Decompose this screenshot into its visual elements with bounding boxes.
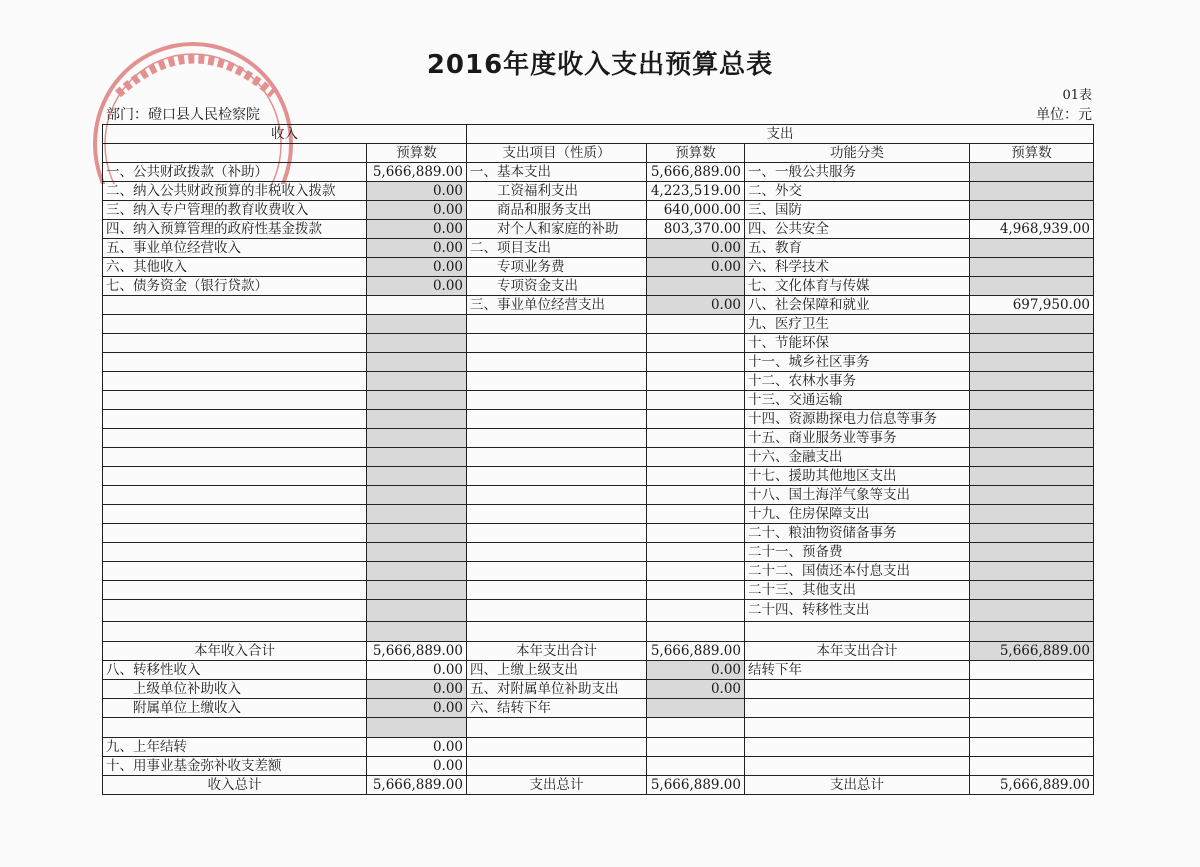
- table-cell-d: [647, 334, 745, 353]
- page-title: 2016年度收入支出预算总表: [426, 50, 774, 80]
- table-cell-e: 六、科学技术: [745, 258, 970, 277]
- table-cell-b: 0.00: [367, 277, 467, 296]
- table-cell-b: [367, 391, 467, 410]
- table-cell-b: [367, 467, 467, 486]
- table-cell-c: 专项业务费: [467, 258, 647, 277]
- table-cell-f: [970, 505, 1094, 524]
- table-cell-b: 0.00: [367, 239, 467, 258]
- table-cell-b: 0.00: [367, 201, 467, 220]
- table-cell-c: 商品和服务支出: [467, 201, 647, 220]
- table-cell-f: [970, 410, 1094, 429]
- table-cell-f: [970, 543, 1094, 562]
- table-cell-e: 二十、粮油物资储备事务: [745, 524, 970, 543]
- table-cell-f: [970, 353, 1094, 372]
- table-cell-c: 五、对附属单位补助支出: [467, 680, 647, 699]
- table-cell-f: [970, 581, 1094, 600]
- table-cell-a: 三、纳入专户管理的教育收费收入: [103, 201, 367, 220]
- table-cell-e: 十五、商业服务业等事务: [745, 429, 970, 448]
- table-cell-d: [647, 738, 745, 757]
- table-cell-f: [970, 600, 1094, 622]
- table-row: [103, 600, 1094, 622]
- table-cell-c: [467, 524, 647, 543]
- table-cell-e: 十二、农林水事务: [745, 372, 970, 391]
- table-cell-a: [103, 467, 367, 486]
- table-cell-a: [103, 410, 367, 429]
- table-cell-d: [647, 699, 745, 718]
- table-cell-b: [367, 372, 467, 391]
- table-cell-f: [970, 486, 1094, 505]
- table-cell-e: 九、医疗卫生: [745, 315, 970, 334]
- table-cell-a: 一、公共财政拨款（补助）: [103, 163, 367, 182]
- table-cell-d: 0.00: [647, 258, 745, 277]
- table-cell-f: [970, 699, 1094, 718]
- table-cell-f: [970, 372, 1094, 391]
- table-row: [103, 543, 1094, 562]
- table-cell-f: [970, 622, 1094, 642]
- expense-item-header: 支出项目（性质）: [467, 144, 647, 163]
- table-cell-e: 支出总计: [745, 776, 970, 795]
- table-cell-d: [647, 448, 745, 467]
- table-cell-f: [970, 429, 1094, 448]
- table-row: [103, 220, 1094, 239]
- table-cell-f: [970, 201, 1094, 220]
- table-cell-f: [970, 524, 1094, 543]
- table-body: [103, 163, 1094, 795]
- table-cell-d: [647, 486, 745, 505]
- table-cell-a: [103, 581, 367, 600]
- budget-summary-table: [102, 124, 1094, 795]
- table-cell-b: [367, 315, 467, 334]
- table-cell-b: [367, 410, 467, 429]
- table-cell-e: 结转下年: [745, 661, 970, 680]
- table-cell-e: [745, 718, 970, 738]
- table-cell-c: [467, 467, 647, 486]
- table-row: [103, 182, 1094, 201]
- table-cell-c: 本年支出合计: [467, 642, 647, 661]
- table-cell-a: 二、纳入公共财政预算的非税收入拨款: [103, 182, 367, 201]
- table-cell-f: [970, 680, 1094, 699]
- table-cell-c: [467, 581, 647, 600]
- table-cell-d: [647, 757, 745, 776]
- table-cell-f: [970, 448, 1094, 467]
- table-cell-d: [647, 524, 745, 543]
- table-cell-b: [367, 622, 467, 642]
- table-cell-c: [467, 718, 647, 738]
- table-cell-a: [103, 524, 367, 543]
- table-cell-c: [467, 410, 647, 429]
- table-cell-c: 二、项目支出: [467, 239, 647, 258]
- table-row: [103, 622, 1094, 642]
- expense-header: 支出: [467, 125, 1094, 144]
- table-cell-d: 5,666,889.00: [647, 163, 745, 182]
- table-cell-f: [970, 391, 1094, 410]
- table-cell-b: [367, 505, 467, 524]
- table-cell-a: 七、债务资金（银行贷款）: [103, 277, 367, 296]
- table-cell-e: 三、国防: [745, 201, 970, 220]
- table-cell-f: 4,968,939.00: [970, 220, 1094, 239]
- table-row: [103, 524, 1094, 543]
- table-cell-c: [467, 486, 647, 505]
- income-budget-header: 预算数: [367, 144, 467, 163]
- table-cell-d: 0.00: [647, 661, 745, 680]
- table-cell-e: 七、文化体育与传媒: [745, 277, 970, 296]
- table-cell-c: [467, 353, 647, 372]
- table-cell-b: 0.00: [367, 182, 467, 201]
- table-cell-a: [103, 372, 367, 391]
- table-cell-f: [970, 334, 1094, 353]
- table-row: [103, 699, 1094, 718]
- table-cell-d: [647, 277, 745, 296]
- unit-label: 单位：元: [1036, 107, 1092, 123]
- table-row: [103, 642, 1094, 661]
- table-cell-a: 五、事业单位经营收入: [103, 239, 367, 258]
- table-cell-c: [467, 505, 647, 524]
- table-cell-c: 对个人和家庭的补助: [467, 220, 647, 239]
- table-cell-e: 十一、城乡社区事务: [745, 353, 970, 372]
- table-cell-e: 八、社会保障和就业: [745, 296, 970, 315]
- table-cell-b: [367, 562, 467, 581]
- table-cell-d: [647, 622, 745, 642]
- table-cell-a: [103, 429, 367, 448]
- table-row: [103, 467, 1094, 486]
- table-cell-d: 5,666,889.00: [647, 776, 745, 795]
- table-cell-e: 本年支出合计: [745, 642, 970, 661]
- table-cell-c: [467, 562, 647, 581]
- table-row: [103, 353, 1094, 372]
- table-row: [103, 277, 1094, 296]
- table-cell-b: 5,666,889.00: [367, 776, 467, 795]
- table-cell-d: 4,223,519.00: [647, 182, 745, 201]
- table-cell-b: [367, 543, 467, 562]
- table-cell-a: 四、纳入预算管理的政府性基金拨款: [103, 220, 367, 239]
- table-cell-a: 收入总计: [103, 776, 367, 795]
- table-row: [103, 334, 1094, 353]
- table-row: [103, 163, 1094, 182]
- table-row: [103, 505, 1094, 524]
- table-row: [103, 680, 1094, 699]
- table-cell-f: [970, 239, 1094, 258]
- table-row: [103, 661, 1094, 680]
- table-cell-d: [647, 505, 745, 524]
- table-cell-b: [367, 718, 467, 738]
- table-cell-a: [103, 315, 367, 334]
- table-cell-c: [467, 334, 647, 353]
- table-number: 01表: [1062, 88, 1092, 103]
- table-cell-d: 0.00: [647, 239, 745, 258]
- table-cell-e: 二十四、转移性支出: [745, 600, 970, 622]
- table-cell-e: 十六、金融支出: [745, 448, 970, 467]
- table-cell-a: 八、转移性收入: [103, 661, 367, 680]
- table-cell-f: [970, 182, 1094, 201]
- table-cell-a: [103, 448, 367, 467]
- table-cell-c: [467, 391, 647, 410]
- table-cell-b: [367, 429, 467, 448]
- table-cell-f: [970, 467, 1094, 486]
- table-row: [103, 581, 1094, 600]
- table-cell-a: [103, 505, 367, 524]
- table-cell-c: 一、基本支出: [467, 163, 647, 182]
- table-cell-c: 六、结转下年: [467, 699, 647, 718]
- table-cell-d: [647, 718, 745, 738]
- table-cell-d: [647, 543, 745, 562]
- table-cell-c: [467, 543, 647, 562]
- table-cell-c: [467, 757, 647, 776]
- table-cell-e: 二十三、其他支出: [745, 581, 970, 600]
- table-cell-b: 0.00: [367, 699, 467, 718]
- table-cell-f: 5,666,889.00: [970, 776, 1094, 795]
- table-cell-f: [970, 163, 1094, 182]
- table-cell-d: [647, 581, 745, 600]
- table-cell-c: [467, 622, 647, 642]
- table-cell-d: 5,666,889.00: [647, 642, 745, 661]
- table-cell-f: 5,666,889.00: [970, 642, 1094, 661]
- table-cell-b: 5,666,889.00: [367, 642, 467, 661]
- table-cell-d: [647, 391, 745, 410]
- table-cell-f: [970, 757, 1094, 776]
- table-cell-b: 5,666,889.00: [367, 163, 467, 182]
- table-cell-b: [367, 448, 467, 467]
- table-row: [103, 315, 1094, 334]
- table-cell-e: 十八、国土海洋气象等支出: [745, 486, 970, 505]
- table-row: [103, 718, 1094, 738]
- table-row: [103, 410, 1094, 429]
- table-cell-f: [970, 562, 1094, 581]
- table-cell-d: [647, 353, 745, 372]
- table-row: [103, 258, 1094, 277]
- table-cell-c: 三、事业单位经营支出: [467, 296, 647, 315]
- table-cell-c: [467, 448, 647, 467]
- table-row: [103, 239, 1094, 258]
- table-cell-a: [103, 622, 367, 642]
- table-cell-c: 四、上缴上级支出: [467, 661, 647, 680]
- table-cell-d: [647, 429, 745, 448]
- table-cell-f: 697,950.00: [970, 296, 1094, 315]
- table-cell-e: 二十一、预备费: [745, 543, 970, 562]
- department-label: 部门：磴口县人民检察院: [106, 107, 260, 123]
- table-cell-b: 0.00: [367, 258, 467, 277]
- table-cell-a: [103, 353, 367, 372]
- table-cell-b: [367, 524, 467, 543]
- expense-budget-header: 预算数: [647, 144, 745, 163]
- table-cell-c: [467, 738, 647, 757]
- table-cell-b: 0.00: [367, 661, 467, 680]
- table-cell-a: 本年收入合计: [103, 642, 367, 661]
- table-row: [103, 486, 1094, 505]
- table-cell-e: 二、外交: [745, 182, 970, 201]
- table-row: [103, 296, 1094, 315]
- table-row: [103, 448, 1094, 467]
- table-cell-e: 十三、交通运输: [745, 391, 970, 410]
- table-cell-f: [970, 661, 1094, 680]
- income-header: 收入: [103, 125, 467, 144]
- table-cell-e: 二十二、国债还本付息支出: [745, 562, 970, 581]
- table-cell-d: [647, 600, 745, 622]
- table-cell-a: 九、上年结转: [103, 738, 367, 757]
- table-cell-e: 十、节能环保: [745, 334, 970, 353]
- table-cell-e: [745, 757, 970, 776]
- table-row: [103, 776, 1094, 795]
- table-cell-e: 一、一般公共服务: [745, 163, 970, 182]
- table-cell-a: [103, 391, 367, 410]
- table-cell-c: [467, 600, 647, 622]
- table-cell-d: 0.00: [647, 296, 745, 315]
- table-row: [103, 429, 1094, 448]
- table-cell-d: [647, 315, 745, 334]
- table-cell-b: 0.00: [367, 680, 467, 699]
- table-row: [103, 738, 1094, 757]
- table-cell-e: 四、公共安全: [745, 220, 970, 239]
- function-class-header: 功能分类: [745, 144, 970, 163]
- table-cell-c: [467, 429, 647, 448]
- table-cell-a: [103, 543, 367, 562]
- table-cell-b: [367, 581, 467, 600]
- table-cell-e: [745, 738, 970, 757]
- header-row-groups: [103, 125, 1094, 144]
- table-row: [103, 391, 1094, 410]
- table-cell-e: [745, 680, 970, 699]
- table-cell-a: 附属单位上缴收入: [103, 699, 367, 718]
- table-row: [103, 201, 1094, 220]
- table-cell-f: [970, 738, 1094, 757]
- table-cell-b: 0.00: [367, 738, 467, 757]
- table-cell-c: 工资福利支出: [467, 182, 647, 201]
- table-cell-b: [367, 600, 467, 622]
- table-cell-d: [647, 372, 745, 391]
- function-budget-header: 预算数: [970, 144, 1094, 163]
- table-cell-e: 十四、资源勘探电力信息等事务: [745, 410, 970, 429]
- table-cell-b: 0.00: [367, 757, 467, 776]
- table-cell-e: [745, 699, 970, 718]
- table-cell-a: [103, 334, 367, 353]
- table-cell-c: 专项资金支出: [467, 277, 647, 296]
- table-row: [103, 757, 1094, 776]
- table-cell-a: [103, 486, 367, 505]
- table-cell-a: [103, 600, 367, 622]
- table-cell-d: 0.00: [647, 680, 745, 699]
- table-cell-a: 十、用事业基金弥补收支差额: [103, 757, 367, 776]
- table-cell-f: [970, 277, 1094, 296]
- table-cell-c: [467, 315, 647, 334]
- table-cell-a: [103, 562, 367, 581]
- table-cell-b: 0.00: [367, 220, 467, 239]
- table-cell-d: [647, 467, 745, 486]
- table-cell-e: 十七、援助其他地区支出: [745, 467, 970, 486]
- table-cell-a: [103, 296, 367, 315]
- table-cell-f: [970, 258, 1094, 277]
- table-cell-e: 五、教育: [745, 239, 970, 258]
- table-cell-f: [970, 718, 1094, 738]
- table-cell-d: 640,000.00: [647, 201, 745, 220]
- header-row-columns: [103, 144, 1094, 163]
- table-row: [103, 562, 1094, 581]
- table-cell-b: [367, 353, 467, 372]
- table-cell-a: 六、其他收入: [103, 258, 367, 277]
- table-cell-a: 上级单位补助收入: [103, 680, 367, 699]
- table-cell-e: [745, 622, 970, 642]
- table-cell-d: 803,370.00: [647, 220, 745, 239]
- table-cell-c: [467, 372, 647, 391]
- table-cell-d: [647, 562, 745, 581]
- table-cell-b: [367, 296, 467, 315]
- table-cell-d: [647, 410, 745, 429]
- table-cell-e: 十九、住房保障支出: [745, 505, 970, 524]
- table-cell-a: [103, 718, 367, 738]
- table-cell-b: [367, 334, 467, 353]
- table-cell-f: [970, 315, 1094, 334]
- table-cell-c: 支出总计: [467, 776, 647, 795]
- table-cell-b: [367, 486, 467, 505]
- table-row: [103, 372, 1094, 391]
- income-item-header: [103, 144, 367, 163]
